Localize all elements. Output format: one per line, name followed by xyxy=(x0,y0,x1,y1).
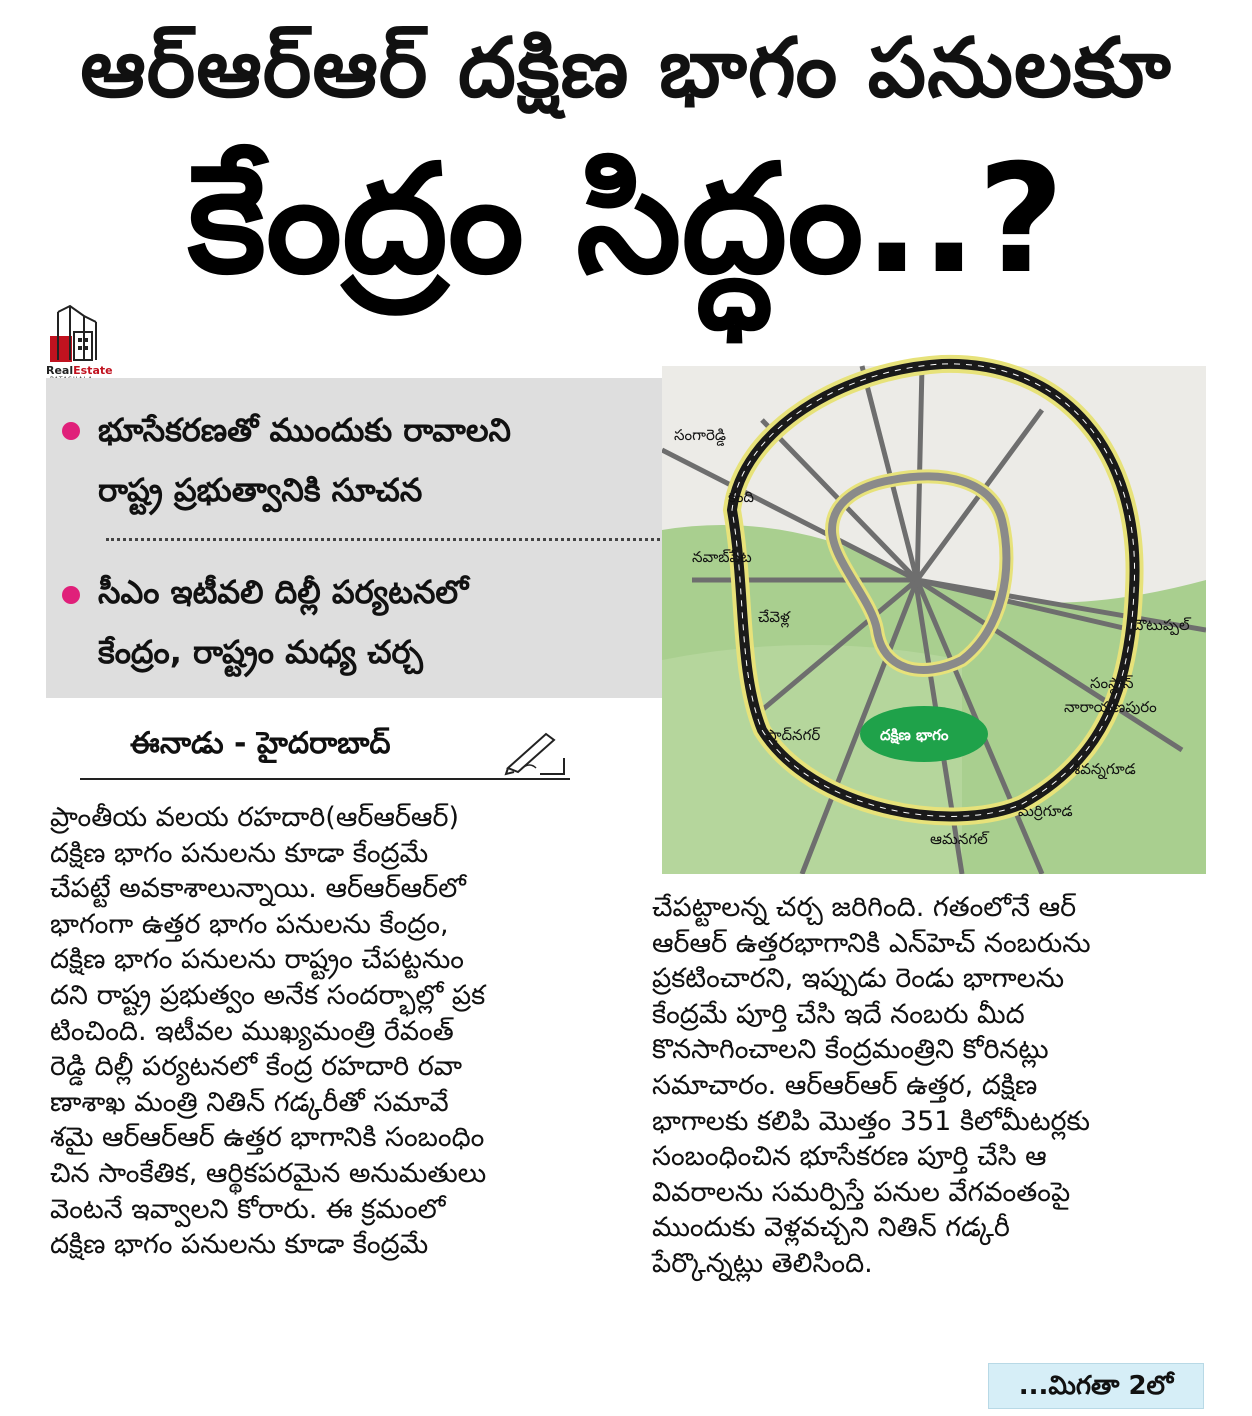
building-logo-icon xyxy=(44,302,114,364)
headline-line-1: ఆర్ఆర్ఆర్ దక్షిణ భాగం పనులకూ xyxy=(80,21,1172,116)
rrr-map xyxy=(662,330,1206,874)
pink-bullet-icon xyxy=(62,586,80,604)
continued-on-page-2: ...మిగతా 2లో xyxy=(988,1363,1204,1409)
article-line: కొనసాగించాలని కేంద్రమంత్రిని కోరినట్లు xyxy=(652,1034,1049,1066)
article-line: సమాచారం. ఆర్ఆర్ఆర్ ఉత్తర, దక్షిణ xyxy=(652,1069,1038,1101)
map-label-shadnagar: షాద్‌నగర్ xyxy=(766,726,821,744)
article-line: భాగంగా ఉత్తర భాగం పనులను కేంద్రం, xyxy=(50,908,449,940)
article-line: ప్రాంతీయ వలయ రహదారి(ఆర్ఆర్ఆర్) xyxy=(50,802,460,833)
map-label-shivannaguda: శివన్నగూడ xyxy=(1072,760,1136,778)
article-line: రెడ్డి దిల్లీ పర్యటనలో కేంద్ర రహదారి రవా xyxy=(50,1051,463,1083)
article-line: శమై ఆర్ఆర్ఆర్ ఉత్తర భాగానికి సంబంధిం xyxy=(50,1122,485,1154)
highlight-2-line-2: కేంద్రం, రాష్ట్రం మధ్య చర్చ xyxy=(98,633,423,671)
map-label-narayanapuram: నారాయణపురం xyxy=(1064,698,1157,716)
article-line: పేర్కొన్నట్లు తెలిసింది. xyxy=(652,1247,873,1279)
map-label-chevella: చేవెళ్ల xyxy=(758,608,790,626)
article-line: దక్షిణ భాగం పనులను రాష్ట్రం చేపట్టనుం xyxy=(50,944,464,976)
map-label-sangareddy: సంగారెడ్డి xyxy=(674,426,726,444)
article-line: చిన సాంకేతిక, ఆర్థికపరమైన అనుమతులు xyxy=(50,1157,487,1189)
article-line: భాగాలకు కలిపి మొత్తం 351 కిలోమీటర్లకు xyxy=(652,1105,1090,1137)
headline-line-2: కేంద్రం సిద్ధం..? xyxy=(187,133,1065,307)
real-estate-patashala-logo xyxy=(44,302,114,382)
highlight-2-line-1: సీఎం ఇటీవలి దిల్లీ పర్యటనలో xyxy=(98,573,469,611)
article-line: వివరాలను సమర్పిస్తే పనుల వేగవంతంపై xyxy=(652,1176,1071,1208)
article-line: చేపట్టాలన్న చర్చ జరిగింది. గతంలోనే ఆర్ xyxy=(652,892,1077,923)
highlight-1-line-2: రాష్ట్ర ప్రభుత్వానికి సూచన xyxy=(98,471,423,509)
map-label-kandi: కంది xyxy=(728,488,755,506)
map-label-amangal: ఆమనగల్‌ xyxy=(930,830,988,848)
map-label-nawabpet: నవాబ్‌పేట xyxy=(692,548,752,566)
map-label-samsthan: సంస్థాన్ xyxy=(1090,674,1134,692)
article-column-2 xyxy=(652,890,1202,1282)
byline xyxy=(80,720,570,780)
pink-bullet-icon xyxy=(62,422,80,440)
article-line: దని రాష్ట్ర ప్రభుత్వం అనేక సందర్భాల్లో ప్రక xyxy=(50,979,486,1011)
pen-writing-icon xyxy=(500,728,566,776)
article-line: దక్షిణ భాగం పనులను కూడా కేంద్రమే xyxy=(50,1229,429,1261)
map-label-marriguda: మర్రిగూడ xyxy=(1018,802,1073,820)
map-label-choutuppal: చౌటుప్పల్ xyxy=(1132,616,1190,634)
article-column-1 xyxy=(50,800,570,1263)
article-line: సంబంధించిన భూసేకరణ పూర్తి చేసి ఆ xyxy=(652,1141,1047,1173)
article-line: ఆర్ఆర్ ఉత్తరభాగానికి ఎన్‌హెచ్ నంబరును xyxy=(652,927,1091,959)
highlights-box xyxy=(46,378,662,698)
article-line: టించింది. ఇటీవల ముఖ్యమంత్రి రేవంత్ xyxy=(50,1015,454,1047)
logo-brand-text: RealEstate xyxy=(46,364,113,377)
byline-text: ఈనాడు - హైదరాబాద్ xyxy=(130,726,391,761)
article-line: వెంటనే ఇవ్వాలని కోరారు. ఈ క్రమంలో xyxy=(50,1193,446,1225)
article-line: కేంద్రమే పూర్తి చేసి ఇదే నంబరు మీద xyxy=(652,998,1025,1030)
article-line: ప్రకటించారని, ఇప్పుడు రెండు భాగాలను xyxy=(652,963,1065,995)
dotted-divider xyxy=(106,538,666,541)
article-line: చేపట్టే అవకాశాలున్నాయి. ఆర్ఆర్ఆర్‌లో xyxy=(50,873,466,905)
map-label-south-part: దక్షిణ భాగం xyxy=(880,726,949,744)
article-line: ముందుకు వెళ్లవచ్చని నితిన్ గడ్కరీ xyxy=(652,1212,1010,1244)
article-line: ణాశాఖ మంత్రి నితిన్ గడ్కరీతో సమావే xyxy=(50,1086,449,1118)
highlight-1-line-1: భూసేకరణతో ముందుకు రావాలని xyxy=(98,411,511,449)
article-line: దక్షిణ భాగం పనులను కూడా కేంద్రమే xyxy=(50,837,429,869)
